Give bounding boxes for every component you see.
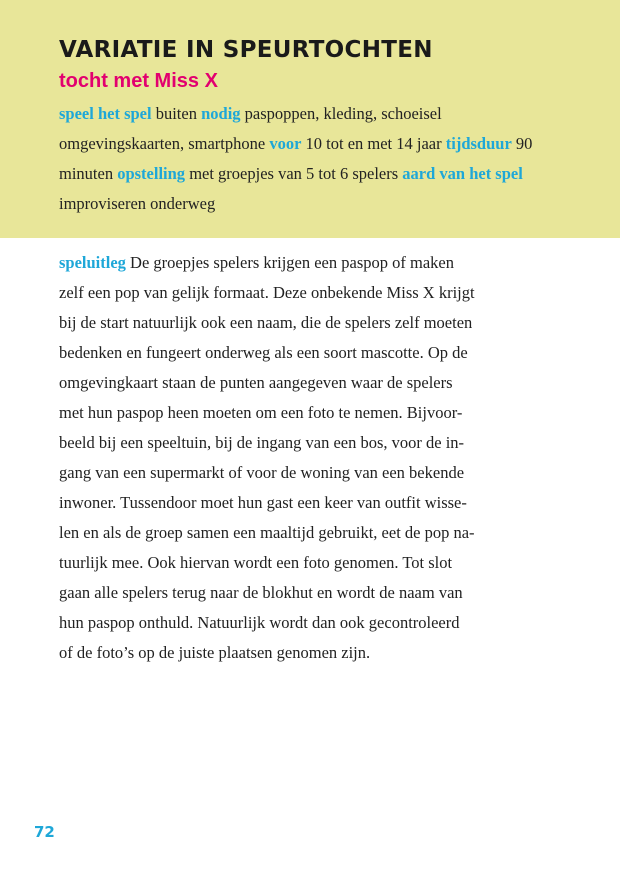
body-line: gaan alle spelers terug naar de blokhut en wordt de naam van (59, 583, 463, 602)
body-line: met hun paspop heen moeten om een foto te nemen. Bijvoor- (59, 403, 463, 422)
meta-value-nodig: paspoppen, kleding, schoeisel omgevingskaarten, smartphone (59, 104, 442, 153)
body-line: of de foto’s op de juiste plaatsen genomen zijn. (59, 643, 371, 662)
page-subtitle: tocht met Miss X (59, 70, 218, 92)
body-line: len en als de groep samen een maaltijd gebruikt, eet de pop na- (59, 523, 475, 542)
meta-label-tijdsduur: tijdsduur (445, 134, 512, 153)
game-explanation (59, 248, 561, 668)
meta-value-tijdsduur: 90 minuten (59, 134, 533, 183)
meta-label-nodig: nodig (201, 104, 241, 123)
meta-label-opstelling: opstelling (117, 164, 186, 183)
body-line: bij de start natuurlijk ook een naam, die de spelers zelf moeten (59, 313, 473, 332)
body-line: tuurlijk mee. Ook hiervan wordt een foto genomen. Tot slot (59, 553, 453, 572)
body-line: bedenken en fungeert onderweg als een soort mascotte. Op de (59, 343, 468, 362)
body-line: inwoner. Tussendoor moet hun gast een keer van outfit wisse- (59, 493, 467, 512)
meta-value-speel-het-spel: buiten (155, 104, 197, 123)
game-details (59, 99, 539, 219)
body-line: omgevingkaart staan de punten aangegeven waar de spelers (59, 373, 453, 392)
body-line: hun paspop onthuld. Natuurlijk wordt dan ook gecontroleerd (59, 613, 460, 632)
speluitleg-label: speluitleg (59, 253, 126, 272)
page-title: VARIATIE IN SPEURTOCHTEN (59, 37, 433, 63)
body-line: gang van een supermarkt of voor de woning van een bekende (59, 463, 465, 482)
meta-value-voor: 10 tot en met 14 jaar (305, 134, 442, 153)
meta-label-speel-het-spel: speel het spel (59, 104, 152, 123)
meta-label-aard-van-het-spel: aard van het spel (402, 164, 523, 183)
meta-value-opstelling: met groepjes van 5 tot 6 spelers (189, 164, 399, 183)
page-number: 72 (34, 823, 55, 841)
body-line-text: De groepjes spelers krijgen een paspop of maken (130, 253, 454, 272)
body-line: zelf een pop van gelijk formaat. Deze onbekende Miss X krijgt (59, 283, 475, 302)
body-line (59, 248, 561, 278)
body-line: beeld bij een speeltuin, bij de ingang van een bos, voor de in- (59, 433, 465, 452)
meta-value-aard-van-het-spel: improviseren onderweg (59, 194, 216, 213)
meta-label-voor: voor (269, 134, 302, 153)
